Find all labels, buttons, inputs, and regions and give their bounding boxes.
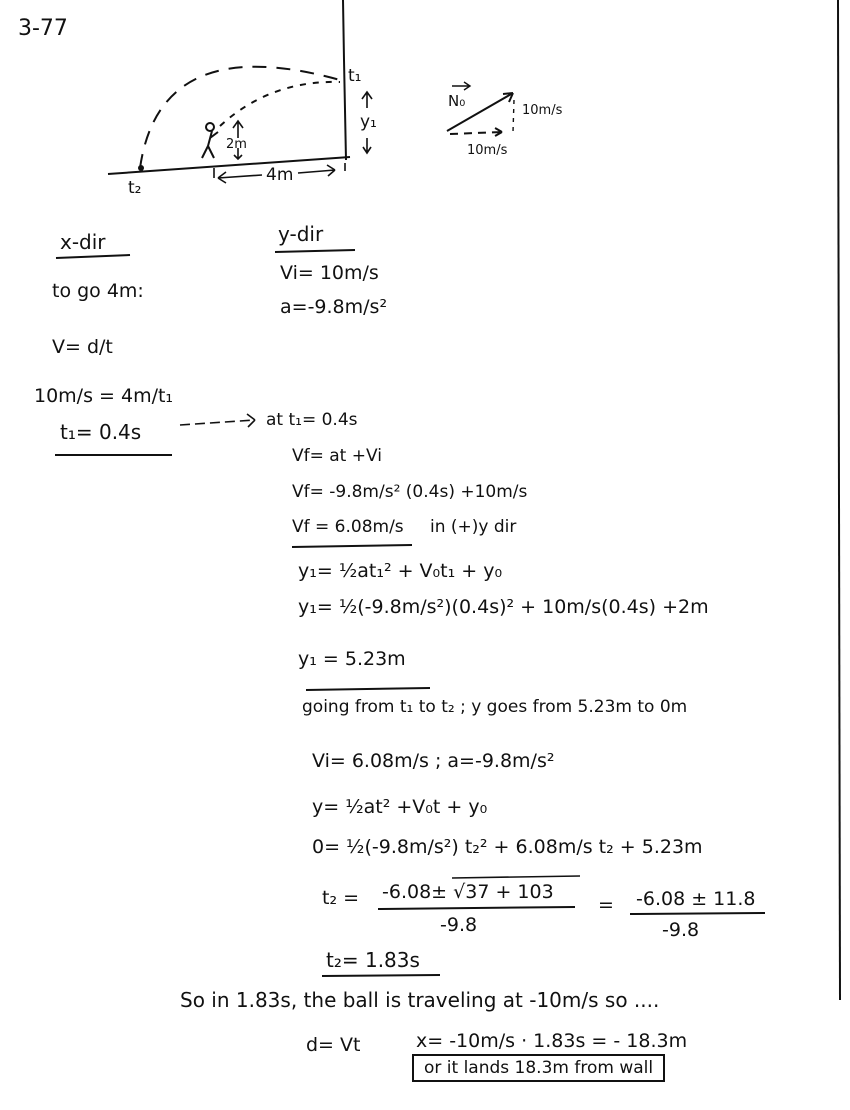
x-calculation: x= -10m/s · 1.83s = - 18.3m [416,1030,688,1052]
landing-point [138,165,144,171]
vector-label: N₀ [448,92,466,110]
quadratic-equals: = [598,894,614,916]
at-t1-intro: at t₁= 0.4s [266,410,358,430]
page-edge-line [838,0,840,1000]
t2-result: t₂= 1.83s [326,948,420,972]
quadratic-numerator: -6.08± √37 + 103 [382,881,554,903]
final-answer-box: or it lands 18.3m from wall [412,1054,665,1082]
continuation-arrow [180,414,255,427]
x-dir-line3: 10m/s = 4m/t₁ [34,385,174,407]
x-dir-line2: V= d/t [52,336,113,358]
conclusion-line1: So in 1.83s, the ball is traveling at -10m/s so .... [180,988,660,1012]
quadratic-denominator-2: -9.8 [662,919,700,941]
vector-speed-label: 10m/s [522,103,563,118]
x-dir-heading: x-dir [60,230,106,254]
quadratic-numerator-2: -6.08 ± 11.8 [636,888,756,910]
vector-horizontal-label: 10m/s [467,143,508,158]
problem-number: 3-77 [18,16,68,41]
y-dir-vi: Vi= 10m/s [280,262,379,284]
trajectory-throw [220,82,340,126]
vf-substitution: Vf= -9.8m/s² (0.4s) +10m/s [292,482,528,502]
t1-t2-substitution: 0= ½(-9.8m/s²) t₂² + 6.08m/s t₂ + 5.23m [312,836,703,858]
t1-t2-given: Vi= 6.08m/s ; a=-9.8m/s² [312,750,555,772]
y1-substitution: y₁= ½(-9.8m/s²)(0.4s)² + 10m/s(0.4s) +2m [298,596,709,618]
distance-formula: d= Vt [306,1034,361,1056]
t1-t2-intro: going from t₁ to t₂ ; y goes from 5.23m to 0m [302,697,688,717]
t1-t2-formula: y= ½at² +V₀t + y₀ [312,796,488,818]
x-dir-line1: to go 4m: [52,280,144,302]
vertical-component [513,100,514,132]
vf-direction-note: in (+)y dir [430,517,517,537]
label-t2: t₂ [128,178,142,198]
thrower-figure [202,123,218,158]
horizontal-component [450,128,502,136]
quadratic-lhs: t₂ = [322,887,360,909]
wall-line [343,0,346,160]
vf-result: Vf = 6.08m/s [292,517,404,537]
quadratic-denominator: -9.8 [440,914,478,936]
trajectory-full [140,67,340,168]
y-dir-a: a=-9.8m/s² [280,296,388,318]
label-height: 2m [226,137,247,152]
y-dir-heading: y-dir [278,222,324,246]
vf-formula: Vf= at +Vi [292,446,382,466]
y1-formula: y₁= ½at₁² + V₀t₁ + y₀ [298,560,503,582]
label-y1: y₁ [360,112,377,132]
y1-result: y₁ = 5.23m [298,648,406,670]
vector-arrow-mark [452,82,470,90]
label-t1: t₁ [348,66,362,86]
label-distance: 4m [266,165,294,185]
x-dir-result: t₁= 0.4s [60,420,142,444]
